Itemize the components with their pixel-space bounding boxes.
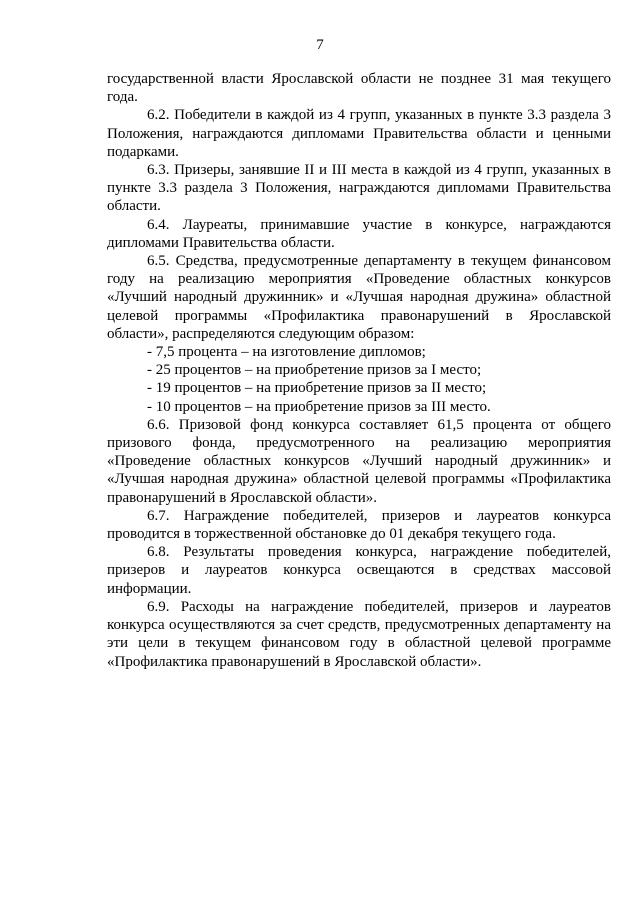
- page-number: 7: [316, 37, 324, 53]
- list-item-diplomas: - 7,5 процента – на изготовление дипломов;: [147, 344, 426, 361]
- document-body: [107, 70, 611, 671]
- list-item-second-place: - 19 процентов – на приобретение призов за II место;: [147, 380, 487, 397]
- list-item-first-place: - 25 процентов – на приобретение призов за I место;: [147, 362, 482, 379]
- paragraph-6-4: 6.4. Лауреаты, принимавшие участие в конкурсе, награждаются дипломами Правительства области.: [107, 216, 611, 251]
- paragraph-6-9: 6.9. Расходы на награждение победителей, призеров и лауреатов конкурса осуществляются за счет средств, предусмотренных департаменту на эти цели в текущем финансовом году в областной целевой программе «Профилактика правонарушений в Ярославской области».: [107, 598, 611, 670]
- paragraph-6-5: 6.5. Средства, предусмотренные департаменту в текущем финансовом году на реализацию мероприятия «Проведение областных конкурсов «Лучший народный дружинник» и «Лучшая народная дружина» областной целевой программы «Профилактика правонарушений в Ярославской области», распределяются следующим образом:: [107, 253, 611, 342]
- list-item-third-place: - 10 процентов – на приобретение призов за III место.: [147, 398, 491, 415]
- paragraph-6-7: 6.7. Награждение победителей, призеров и лауреатов конкурса проводится в торжественной обстановке до 01 декабря текущего года.: [107, 507, 611, 543]
- paragraph-6-3: 6.3. Призеры, занявшие II и III места в каждой из 4 групп, указанных в пункте 3.3 раздела 3 Положения, награждаются дипломами Правительства области.: [107, 162, 611, 215]
- paragraph-6-8: 6.8. Результаты проведения конкурса, награждение победителей, призеров и лауреатов конкурса освещаются в средствах массовой информации.: [107, 544, 611, 597]
- paragraph-continuation: государственной власти Ярославской области не позднее 31 мая текущего года.: [107, 71, 611, 106]
- paragraph-6-6: 6.6. Призовой фонд конкурса составляет 61,5 процента от общего призового фонда, предусмотренного на реализацию мероприятия «Проведение областных конкурсов «Лучший народный дружинник» и «Лучшая народная дружина» областной целевой программы «Профилактика правонарушений в Ярославской области».: [107, 416, 611, 506]
- paragraph-6-2: 6.2. Победители в каждой из 4 групп, указанных в пункте 3.3 раздела 3 Положения, награждаются дипломами Правительства области и ценными подарками.: [107, 107, 611, 160]
